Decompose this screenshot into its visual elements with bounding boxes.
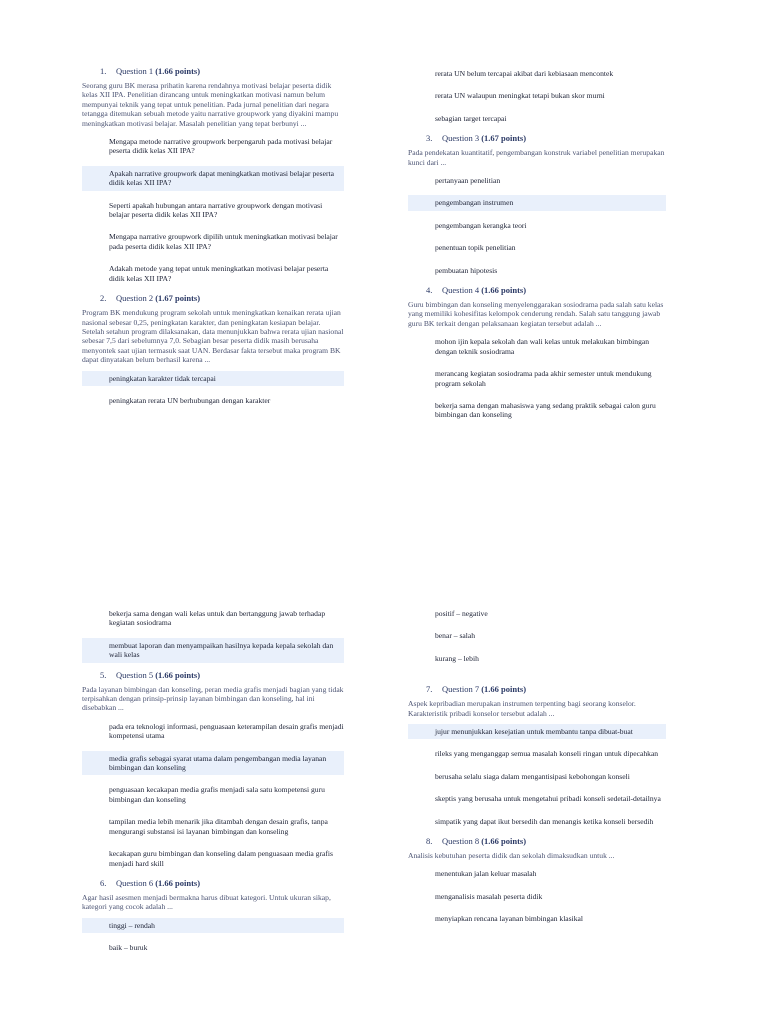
question-points: (1.66 points) bbox=[481, 684, 527, 695]
question-5-option-b[interactable]: media grafis sebagai syarat utama dalam pengembangan media layanan bimbingan dan konseling bbox=[82, 751, 344, 776]
question-5-option-c[interactable]: penguasaan kecakapan media grafis menjadi sala satu kompetensi guru bimbingan dan konseling bbox=[109, 785, 325, 804]
question-1-option-d[interactable]: Mengapa narrative groupwork dipilih untuk meningkatkan motivasi belajar pada peserta didik kelas XII IPA? bbox=[109, 232, 338, 251]
page1-right-column bbox=[408, 66, 666, 430]
question-4-option-a[interactable]: mohon ijin kepala sekolah dan wali kelas untuk melakukan bimbingan dengan teknik sosiodrama bbox=[435, 337, 650, 356]
question-5-stem: Pada layanan bimbingan dan konseling, peran media grafis menjadi bagian yang tidak terpisahkan dengan prinsip-prinsip layanan bimbingan dan konseling, hal ini disebabkan ... bbox=[82, 684, 344, 713]
question-8-option-b[interactable]: menganalisis masalah peserta didik bbox=[435, 891, 543, 901]
question-1-header bbox=[100, 66, 344, 77]
question-5-header bbox=[100, 670, 344, 681]
question-1-option-b[interactable]: Apakah narrative groupwork dapat meningkatkan motivasi belajar peserta didik kelas XII IPA? bbox=[82, 166, 344, 191]
question-2-stem: Program BK mendukung program sekolah untuk meningkatkan kenaikan rerata ujian nasional sebesar 0,25, peningkatan karakter, dan peningkatan kesiapan belajar. Setelah setahun program dilaksanakan, data menunjukkan bahwa rerata ujian nasional sebesar 7,5 dari sebelumnya 7,0. Sebagian besar peserta didik masih berusaha menyontek saat ujian termasuk saat UAN. Berdasar fakta tersebut maka program BK dapat dinyatakan belum berhasil karena ... bbox=[82, 308, 344, 365]
question-points: (1.67 points) bbox=[481, 133, 527, 144]
question-label: Question 8 bbox=[442, 836, 480, 847]
question-6-option-a[interactable]: tinggi – rendah bbox=[82, 918, 344, 933]
question-1-stem: Seorang guru BK merasa prihatin karena rendahnya motivasi belajar peserta didik kelas XII IPA. Penelitian dirancang untuk meningkatkan motivasi namun belum mempunyai teknik yang tepat untuk penelitian. Pada jurnal penelitian dari negara tetangga ditemukan sebuah metode yaitu narrative groupwork yang diyakini mampu meningkatkan motivasi belajar. Masalah penelitian yang tepat berbunyi ... bbox=[82, 81, 339, 128]
question-4-option-e[interactable]: membuat laporan dan menyampaikan hasilnya kepada kepala sekolah dan wali kelas bbox=[82, 638, 344, 663]
question-6-stem: Agar hasil asesmen menjadi bermakna harus dibuat kategori. Untuk ukuran sikap, kategori yang cocok adalah ... bbox=[82, 892, 331, 912]
question-1-option-e[interactable]: Adakah metode yang tepat untuk meningkatkan motivasi belajar peserta didik kelas XII IPA? bbox=[109, 264, 329, 283]
question-2-option-d[interactable]: rerata UN walaupun meningkat tetapi bukan skor murni bbox=[435, 91, 605, 101]
question-1-option-a[interactable]: Mengapa metode narrative groupwork berpengaruh pada motivasi belajar peserta didik kelas XII IPA? bbox=[109, 137, 333, 156]
question-7-stem: Aspek kepribadian merupakan instrumen terpenting bagi seorang konselor. Karakteristik pribadi konselor tersebut adalah ... bbox=[408, 699, 636, 718]
question-4-option-b[interactable]: merancang kegiatan sosiodrama pada akhir semester untuk mendukung program sekolah bbox=[435, 369, 652, 388]
question-2-header bbox=[100, 293, 344, 304]
question-points: (1.66 points) bbox=[155, 669, 201, 680]
question-2-option-c[interactable]: rerata UN belum tercapai akibat dari kebiasaan mencontek bbox=[435, 69, 614, 78]
question-7-header bbox=[426, 684, 666, 695]
question-number: 7. bbox=[426, 684, 433, 695]
question-3-stem: Pada pendekatan kuantitatif, pengembangan konstruk variabel penelitian merupakan kunci dari ... bbox=[408, 148, 665, 167]
question-3-option-c[interactable]: pengembangan kerangka teori bbox=[435, 220, 527, 230]
question-4-stem: Guru bimbingan dan konseling menyelenggarakan sosiodrama pada salah satu kelas yang memiliki kohesifitas kelompok cenderung rendah. Salah satu tanggung jawab guru BK terkait dengan pelaksanaan kegiatan tersebut adalah ... bbox=[408, 300, 664, 328]
question-7-option-e[interactable]: simpatik yang dapat ikut bersedih dan menangis ketika konseli bersedih bbox=[435, 816, 654, 826]
question-number: 1. bbox=[100, 66, 107, 76]
question-6-option-b[interactable]: baik – buruk bbox=[109, 943, 148, 953]
question-6-header bbox=[100, 878, 344, 889]
question-label: Question 5 bbox=[116, 669, 154, 680]
question-number: 6. bbox=[100, 877, 107, 888]
question-7-option-d[interactable]: skeptis yang berusaha untuk mengetahui pribadi konseli sedetail-detailnya bbox=[435, 794, 661, 804]
question-6-option-d[interactable]: benar – salah bbox=[435, 631, 476, 641]
question-3-option-a[interactable]: pertanyaan penelitian bbox=[435, 176, 501, 186]
question-number: 5. bbox=[100, 669, 107, 680]
question-6-option-c[interactable]: positif – negative bbox=[435, 609, 488, 618]
question-3-option-b[interactable]: pengembangan instrumen bbox=[408, 195, 666, 210]
question-number: 4. bbox=[426, 285, 433, 296]
question-8-option-c[interactable]: menyiapkan rencana layanan bimbingan klasikal bbox=[435, 914, 584, 924]
question-7-option-c[interactable]: berusaha selalu siaga dalam mengantisipasi kebohongan konseli bbox=[435, 771, 630, 781]
question-2-option-e[interactable]: sebagian target tercapai bbox=[435, 113, 507, 123]
question-8-option-a[interactable]: menentukan jalan keluar masalah bbox=[435, 869, 537, 879]
question-number: 2. bbox=[100, 293, 107, 304]
question-5-option-d[interactable]: tampilan media lebih menarik jika ditambah dengan desain grafis, tanpa mengurangi substansi isi layanan bimbingan dan konseling bbox=[109, 817, 328, 836]
question-label: Question 1 bbox=[116, 66, 154, 76]
question-4-option-c[interactable]: bekerja sama dengan mahasiswa yang sedang praktik sebagai calon guru bimbingan dan konseling bbox=[435, 400, 656, 420]
question-points: (1.66 points) bbox=[155, 66, 201, 76]
question-5-option-a[interactable]: pada era teknologi informasi, penguasaan keterampilan desain grafis menjadi kompetensi utama bbox=[109, 721, 344, 741]
question-7-option-b[interactable]: rileks yang menganggap semua masalah konseli ringan untuk dipecahkan bbox=[435, 749, 659, 759]
question-5-option-e[interactable]: kecakapan guru bimbingan dan konseling dalam penguasaan media grafis menjadi hard skill bbox=[109, 849, 333, 868]
question-points: (1.66 points) bbox=[481, 285, 527, 296]
question-label: Question 4 bbox=[442, 285, 480, 296]
page1-left-column bbox=[82, 66, 344, 415]
question-4-option-d[interactable]: bekerja sama dengan wali kelas untuk dan bertanggung jawab terhadap kegiatan sosiodrama bbox=[109, 609, 326, 628]
question-points: (1.67 points) bbox=[155, 293, 201, 304]
question-3-option-e[interactable]: pembuatan hipotesis bbox=[435, 265, 498, 275]
question-3-option-d[interactable]: penentuan topik penelitian bbox=[435, 243, 516, 253]
question-3-header bbox=[426, 133, 666, 144]
question-number: 3. bbox=[426, 133, 433, 144]
question-points: (1.66 points) bbox=[481, 836, 527, 847]
question-label: Question 6 bbox=[116, 877, 154, 888]
question-number: 8. bbox=[426, 836, 433, 847]
question-4-header bbox=[426, 285, 666, 296]
question-label: Question 3 bbox=[442, 133, 480, 144]
question-1-option-c[interactable]: Seperti apakah hubungan antara narrative groupwork dengan motivasi belajar peserta didik kelas XII IPA? bbox=[109, 200, 323, 220]
question-7-option-a[interactable]: jujur menunjukkan kesejatian untuk membantu tanpa dibuat-buat bbox=[408, 724, 666, 739]
page2-right-column bbox=[408, 606, 666, 934]
question-6-option-e[interactable]: kurang – lebih bbox=[435, 653, 479, 663]
question-8-header bbox=[426, 836, 666, 847]
question-2-option-b[interactable]: peningkatan rerata UN berhubungan dengan karakter bbox=[109, 395, 271, 405]
question-8-stem: Analisis kebutuhan peserta didik dan sekolah dimaksudkan untuk ... bbox=[408, 851, 615, 861]
question-2-option-a[interactable]: peningkatan karakter tidak tercapai bbox=[82, 371, 344, 386]
question-label: Question 2 bbox=[116, 293, 154, 304]
question-points: (1.66 points) bbox=[155, 877, 201, 888]
page2-left-column bbox=[82, 606, 344, 963]
question-label: Question 7 bbox=[442, 684, 480, 695]
